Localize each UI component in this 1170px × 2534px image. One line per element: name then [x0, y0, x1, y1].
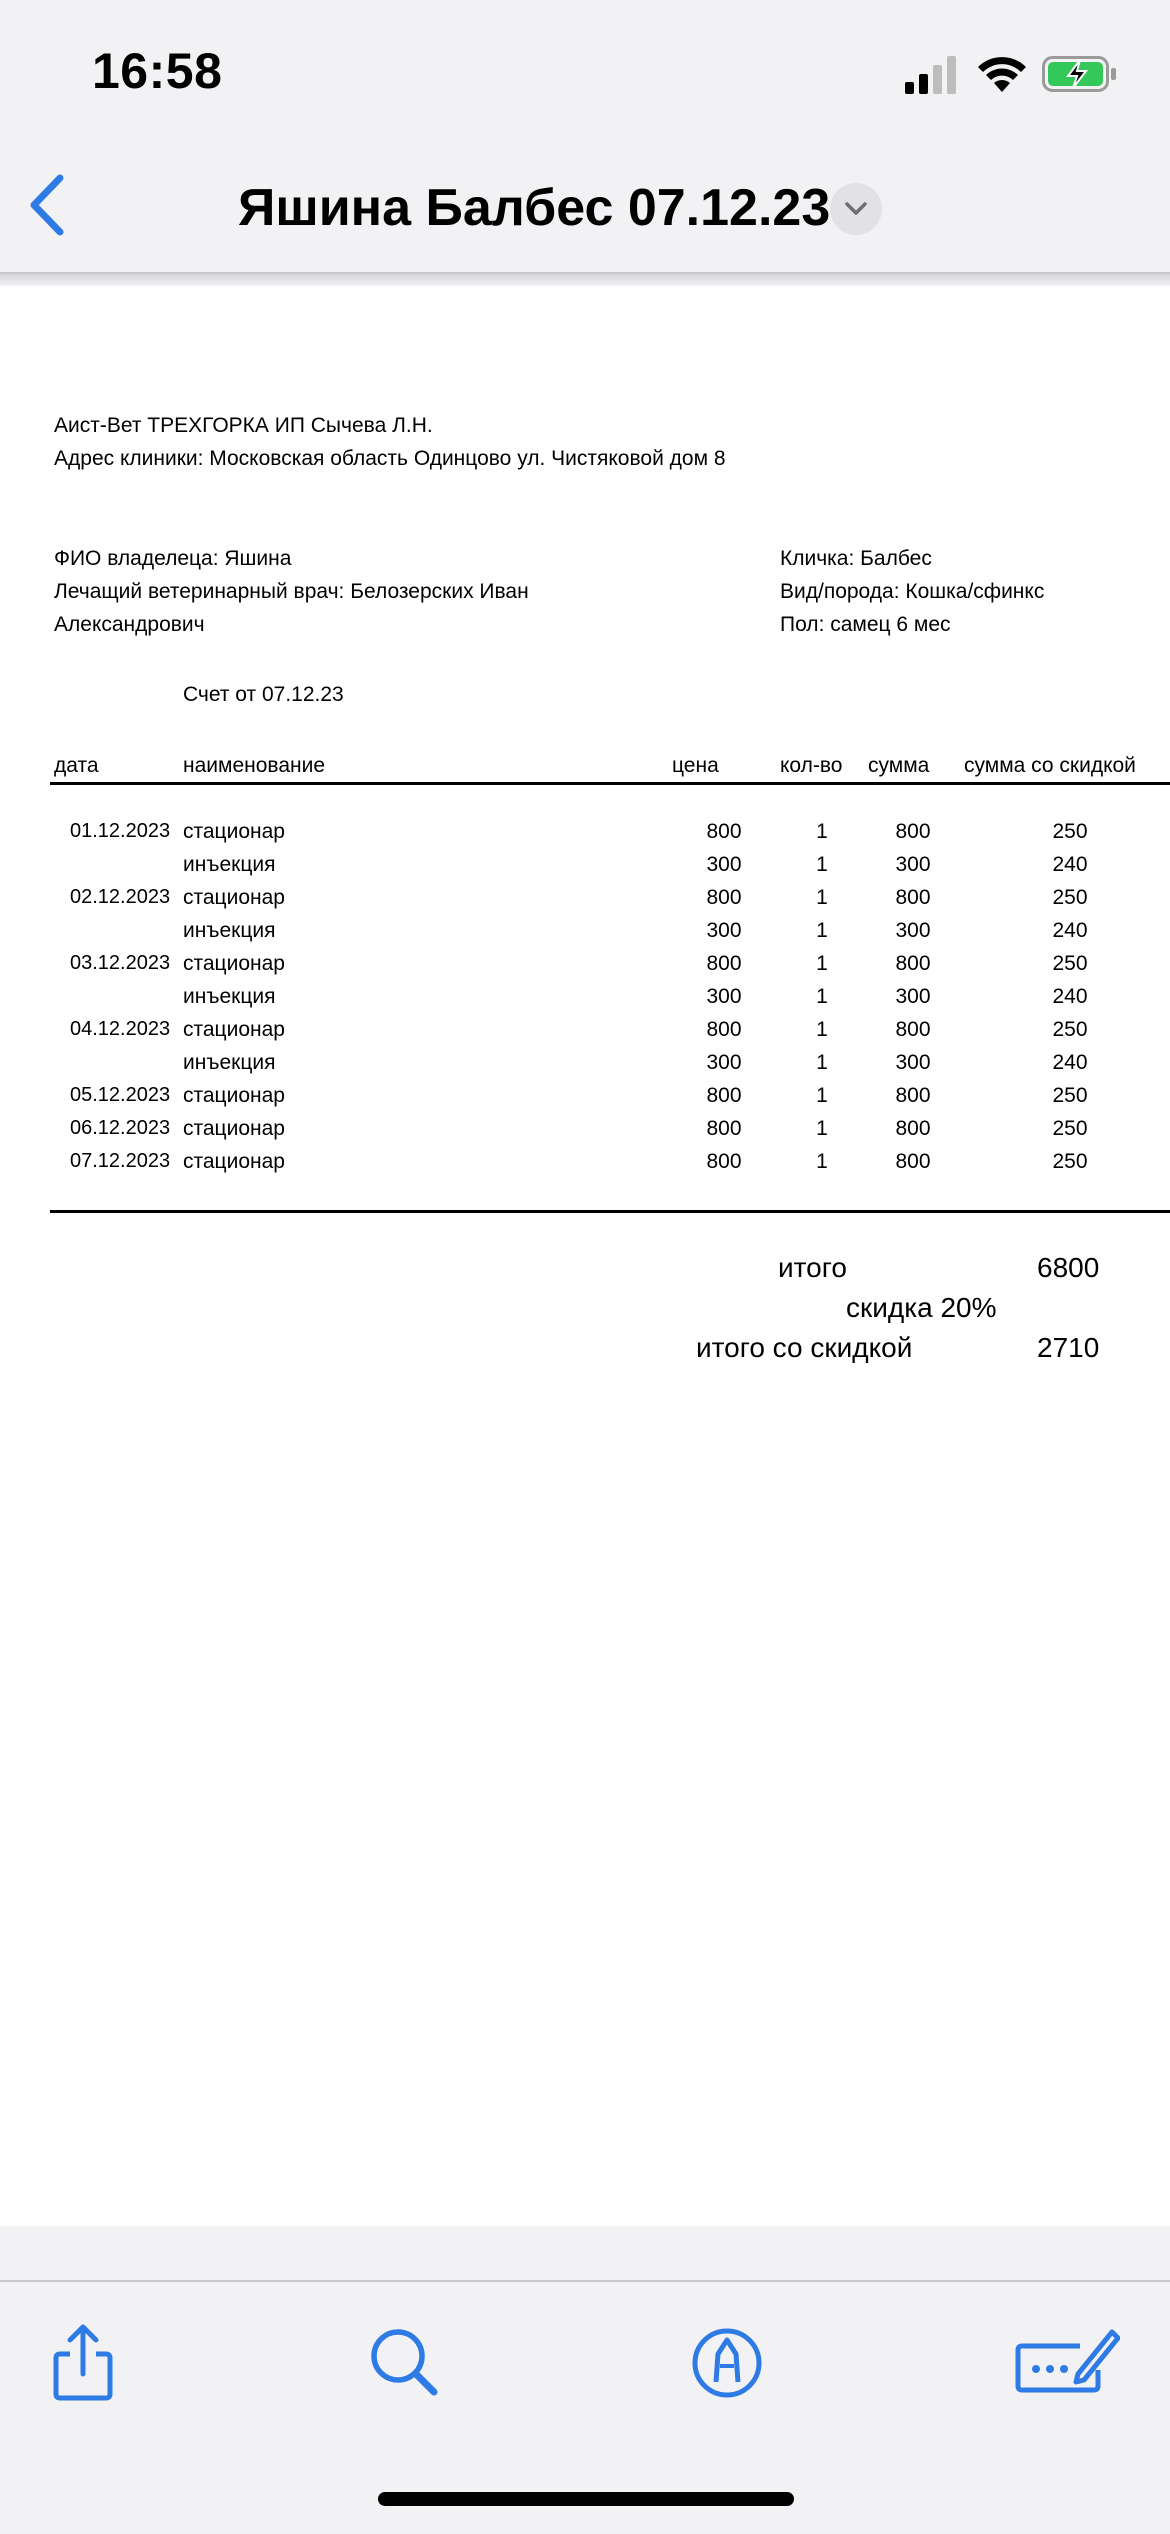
cell-price: 300	[706, 985, 742, 1008]
back-chevron-icon[interactable]	[20, 170, 76, 240]
cell-date: 05.12.2023	[70, 1084, 171, 1106]
wifi-icon	[976, 54, 1028, 94]
cell-name: стационар	[183, 952, 285, 975]
total-label: итого	[778, 1252, 847, 1283]
cell-name: стационар	[183, 1018, 285, 1041]
cell-sum-discount: 250	[1052, 1084, 1088, 1107]
cell-name: стационар	[183, 820, 285, 843]
battery-charging-icon	[1042, 54, 1118, 94]
cell-sum-discount: 240	[1052, 853, 1088, 876]
col-header-qty: кол-во	[780, 754, 843, 777]
doctor-name: Лечащий ветеринарный врач: Белозерских Иван	[54, 580, 529, 603]
col-header-date: дата	[54, 754, 99, 777]
cell-sum-discount: 240	[1052, 919, 1088, 942]
cell-qty: 1	[816, 1084, 828, 1107]
chevron-down-icon	[844, 200, 868, 218]
cell-name: стационар	[183, 1150, 285, 1173]
cell-sum: 800	[895, 1150, 931, 1173]
cell-sum-discount: 250	[1052, 820, 1088, 843]
cell-sum: 800	[895, 886, 931, 909]
cell-qty: 1	[816, 886, 828, 909]
discount-label: скидка 20%	[846, 1292, 997, 1323]
cell-name: стационар	[183, 1117, 285, 1140]
cellular-signal-icon	[905, 56, 959, 94]
cell-name: стационар	[183, 886, 285, 909]
cell-sum: 800	[895, 820, 931, 843]
cell-qty: 1	[816, 952, 828, 975]
cell-qty: 1	[816, 1051, 828, 1074]
cell-date: 04.12.2023	[70, 1018, 171, 1040]
total-discount-value: 2710	[1037, 1332, 1100, 1363]
nav-shadow	[0, 274, 1170, 286]
cell-sum: 300	[895, 1051, 931, 1074]
cell-date: 01.12.2023	[70, 820, 171, 842]
clinic-address: Адрес клиники: Московская область Одинцово ул. Чистяковой дом 8	[54, 447, 726, 470]
col-header-price: цена	[672, 754, 719, 777]
cell-date: 03.12.2023	[70, 952, 171, 974]
cell-date: 06.12.2023	[70, 1117, 171, 1139]
cell-sum-discount: 240	[1052, 985, 1088, 1008]
cell-sum: 800	[895, 1084, 931, 1107]
cell-price: 300	[706, 1051, 742, 1074]
cell-price: 800	[706, 952, 742, 975]
home-indicator[interactable]	[378, 2492, 794, 2506]
cell-sum-discount: 250	[1052, 1018, 1088, 1041]
clinic-name: Аист-Вет ТРЕХГОРКА ИП Сычева Л.Н.	[54, 414, 433, 437]
search-icon[interactable]	[360, 2318, 450, 2408]
col-header-sum-discount: сумма со скидкой	[964, 754, 1136, 777]
cell-name: инъекция	[183, 919, 276, 942]
cell-qty: 1	[816, 1018, 828, 1041]
total-discount-label: итого со скидкой	[696, 1332, 913, 1363]
markup-icon[interactable]	[682, 2318, 772, 2408]
cell-sum-discount: 250	[1052, 952, 1088, 975]
invoice-title: Счет от 07.12.23	[183, 683, 344, 706]
cell-price: 800	[706, 1084, 742, 1107]
header-rule	[50, 782, 1170, 785]
cell-sum: 300	[895, 919, 931, 942]
cell-name: инъекция	[183, 853, 276, 876]
cell-name: инъекция	[183, 985, 276, 1008]
cell-date: 02.12.2023	[70, 886, 171, 908]
title-menu-button[interactable]	[830, 183, 882, 235]
pet-sex-age: Пол: самец 6 мес	[780, 613, 951, 636]
cell-sum: 800	[895, 952, 931, 975]
status-bar	[0, 0, 1170, 140]
cell-sum-discount: 250	[1052, 1117, 1088, 1140]
cell-date: 07.12.2023	[70, 1150, 171, 1172]
pet-name: Кличка: Балбес	[780, 547, 932, 570]
cell-price: 300	[706, 919, 742, 942]
cell-sum-discount: 250	[1052, 886, 1088, 909]
doctor-name-cont: Александрович	[54, 613, 205, 636]
cell-qty: 1	[816, 1150, 828, 1173]
total-value: 6800	[1037, 1252, 1100, 1283]
cell-qty: 1	[816, 1117, 828, 1140]
col-header-sum: сумма	[868, 754, 930, 777]
cell-sum-discount: 250	[1052, 1150, 1088, 1173]
cell-price: 800	[706, 820, 742, 843]
owner-name: ФИО владелеца: Яшина	[54, 547, 292, 570]
share-icon[interactable]	[38, 2318, 128, 2408]
cell-sum-discount: 240	[1052, 1051, 1088, 1074]
document-page	[0, 286, 1170, 2226]
cell-name: стационар	[183, 1084, 285, 1107]
cell-qty: 1	[816, 919, 828, 942]
cell-price: 300	[706, 853, 742, 876]
cell-name: инъекция	[183, 1051, 276, 1074]
pet-breed: Вид/порода: Кошка/сфинкс	[780, 580, 1045, 603]
form-fill-icon[interactable]	[1010, 2318, 1120, 2408]
cell-price: 800	[706, 886, 742, 909]
cell-qty: 1	[816, 820, 828, 843]
footer-rule	[50, 1210, 1170, 1213]
cell-price: 800	[706, 1117, 742, 1140]
cell-sum: 800	[895, 1018, 931, 1041]
cell-price: 800	[706, 1018, 742, 1041]
cell-qty: 1	[816, 853, 828, 876]
status-time: 16:58	[92, 43, 223, 99]
document-title[interactable]: Яшина Балбес 07.12.23	[238, 179, 831, 237]
cell-qty: 1	[816, 985, 828, 1008]
cell-price: 800	[706, 1150, 742, 1173]
cell-sum: 300	[895, 985, 931, 1008]
col-header-name: наименование	[183, 754, 326, 777]
cell-sum: 800	[895, 1117, 931, 1140]
cell-sum: 300	[895, 853, 931, 876]
